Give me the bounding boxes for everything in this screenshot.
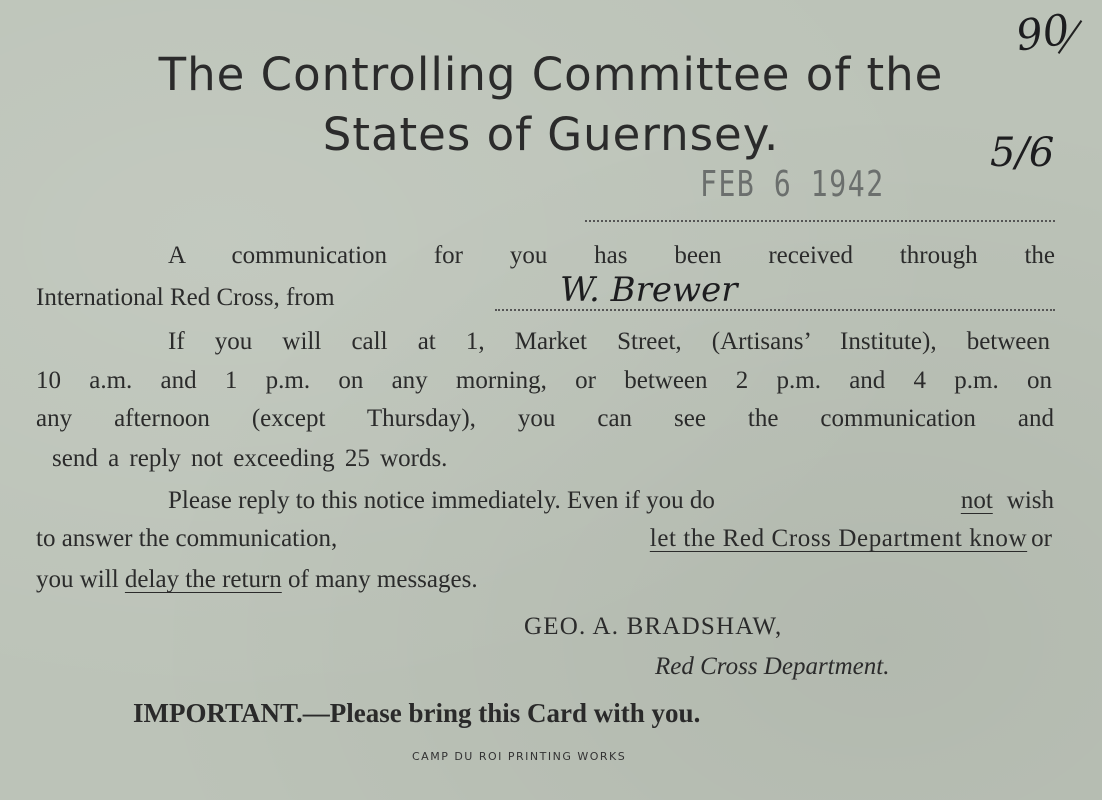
- handwritten-number-bottom: 5/6: [990, 130, 1055, 176]
- paragraph-3-line-3: [36, 566, 478, 594]
- emphasis-not: not: [960, 487, 993, 514]
- signatory-name: GEO. A. BRADSHAW,: [524, 613, 783, 640]
- emphasis-let-department-know: let the Red Cross Department know: [649, 525, 1028, 552]
- paragraph-2-line-2: 10 a.m. and 1 p.m. on any morning, or between 2 p.m. and 4 p.m. on: [36, 367, 1052, 394]
- emphasis-delay-return: delay the return: [124, 566, 282, 593]
- paragraph-1-line-2: International Red Cross, from: [36, 284, 335, 311]
- signatory-department: Red Cross Department.: [655, 653, 890, 680]
- paragraph-2-line-1: If you will call at 1, Market Street, (Artisans’ Institute), between: [168, 328, 1050, 355]
- paragraph-3-line-2-text-a: to answer the communication,: [36, 525, 338, 552]
- paragraph-2-line-4: send a reply not exceeding 25 words.: [52, 445, 448, 472]
- paragraph-3-line-1: [168, 487, 1054, 515]
- paragraph-3-line-3-text-a: you will: [36, 566, 119, 593]
- date-stamp: FEB 6 1942: [700, 164, 885, 205]
- printer-credit: CAMP DU ROI PRINTING WORKS: [412, 750, 627, 763]
- paragraph-3-line-3-text-b: of many messages.: [288, 566, 478, 593]
- title-line-1: The Controlling Committee of the: [158, 48, 944, 101]
- paragraph-2-line-3: any afternoon (except Thursday), you can see the communication and: [36, 405, 1054, 432]
- important-notice: IMPORTANT.—Please bring this Card with you.: [133, 698, 701, 728]
- title-line-2: States of Guernsey.: [322, 108, 780, 161]
- paragraph-3-line-2-text-b: or: [1031, 525, 1052, 552]
- dotted-line-top: [585, 220, 1055, 222]
- paragraph-3-line-2: [36, 525, 1052, 553]
- paragraph-3-text-a: Please reply to this notice immediately. Even if you do: [168, 487, 715, 514]
- paragraph-3-text-b: wish: [1006, 487, 1054, 514]
- paragraph-1-line-1: A communication for you has been received through the: [168, 242, 1055, 269]
- handwritten-sender-name: W. Brewer: [560, 270, 738, 310]
- handwritten-number-top: 90: [1012, 4, 1073, 61]
